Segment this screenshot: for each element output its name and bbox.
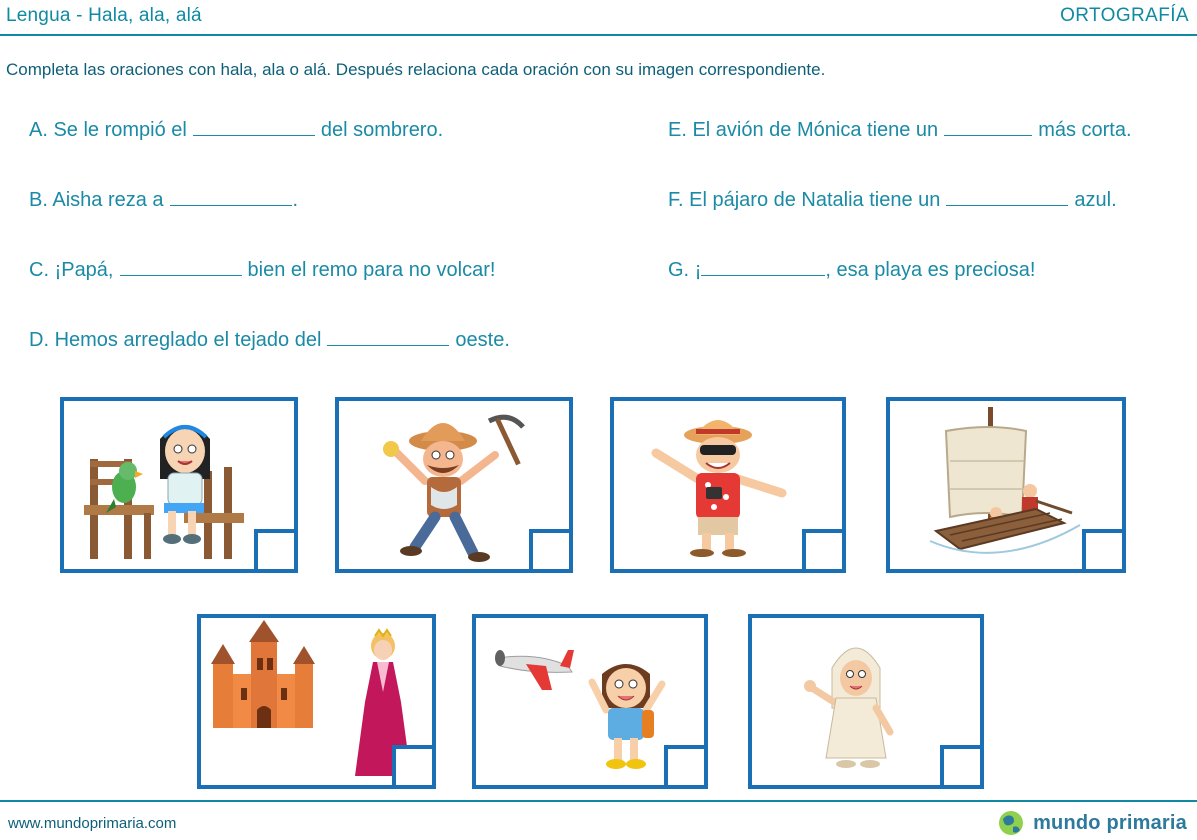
- sentence-letter: F.: [668, 189, 684, 211]
- sentence-before: Aisha reza a: [52, 189, 164, 211]
- sentence-b: [29, 189, 298, 212]
- answer-box[interactable]: [802, 529, 842, 569]
- answer-blank[interactable]: [193, 134, 315, 136]
- answer-box[interactable]: [940, 745, 980, 785]
- sentence-after: , esa playa es preciosa!: [825, 259, 1036, 281]
- instructions-text: Completa las oraciones con hala, ala o alá. Después relaciona cada oración con su imagen correspondiente.: [6, 60, 826, 79]
- sentence-e: [668, 119, 1132, 142]
- picture-card-4: [886, 397, 1126, 573]
- answer-box[interactable]: [1082, 529, 1122, 569]
- sentence-letter: D.: [29, 329, 49, 351]
- sentence-g: [668, 259, 1035, 282]
- answer-blank[interactable]: [701, 274, 825, 276]
- sentence-c: [29, 259, 495, 282]
- sentence-before: El avión de Mónica tiene un: [692, 119, 939, 141]
- sentence-after: .: [292, 189, 299, 211]
- answer-blank[interactable]: [120, 274, 242, 276]
- header-divider: [0, 34, 1197, 36]
- answer-box[interactable]: [664, 745, 704, 785]
- sentence-d: [29, 329, 510, 352]
- sentence-after: del sombrero.: [320, 119, 444, 141]
- sentence-a: [29, 119, 443, 142]
- sentence-before: Hemos arreglado el tejado del: [54, 329, 322, 351]
- sentence-before: ¡Papá,: [54, 259, 114, 281]
- sentence-before: El pájaro de Natalia tiene un: [689, 189, 941, 211]
- sentence-after: más corta.: [1038, 119, 1132, 141]
- sentence-letter: B.: [29, 189, 48, 211]
- picture-card-2: [335, 397, 573, 573]
- picture-card-3: [610, 397, 846, 573]
- website-link[interactable]: www.mundoprimaria.com: [8, 815, 177, 832]
- picture-card-6: [472, 614, 708, 789]
- section-label: ORTOGRAFÍA: [1060, 5, 1189, 26]
- brand-name: mundo primaria: [1033, 811, 1187, 834]
- sentence-letter: A.: [29, 119, 48, 141]
- answer-blank[interactable]: [944, 134, 1032, 136]
- sentence-before: ¡: [694, 259, 702, 281]
- sentence-letter: C.: [29, 259, 49, 281]
- answer-blank[interactable]: [946, 204, 1068, 206]
- answer-blank[interactable]: [327, 344, 449, 346]
- footer-divider: [0, 800, 1197, 802]
- answer-box[interactable]: [529, 529, 569, 569]
- sentence-f: [668, 189, 1117, 212]
- picture-card-5: [197, 614, 436, 789]
- sentence-after: bien el remo para no volcar!: [247, 259, 496, 281]
- sentence-letter: G.: [668, 259, 690, 281]
- globe-icon: [997, 809, 1027, 837]
- picture-card-1: [60, 397, 298, 573]
- answer-box[interactable]: [392, 745, 432, 785]
- answer-box[interactable]: [254, 529, 294, 569]
- brand-logo: [997, 809, 1187, 837]
- sentence-after: azul.: [1074, 189, 1117, 211]
- page-title: Lengua - Hala, ala, alá: [6, 5, 202, 26]
- picture-card-7: [748, 614, 984, 789]
- answer-blank[interactable]: [170, 204, 292, 206]
- sentence-before: Se le rompió el: [53, 119, 187, 141]
- sentence-after: oeste.: [455, 329, 510, 351]
- sentence-letter: E.: [668, 119, 687, 141]
